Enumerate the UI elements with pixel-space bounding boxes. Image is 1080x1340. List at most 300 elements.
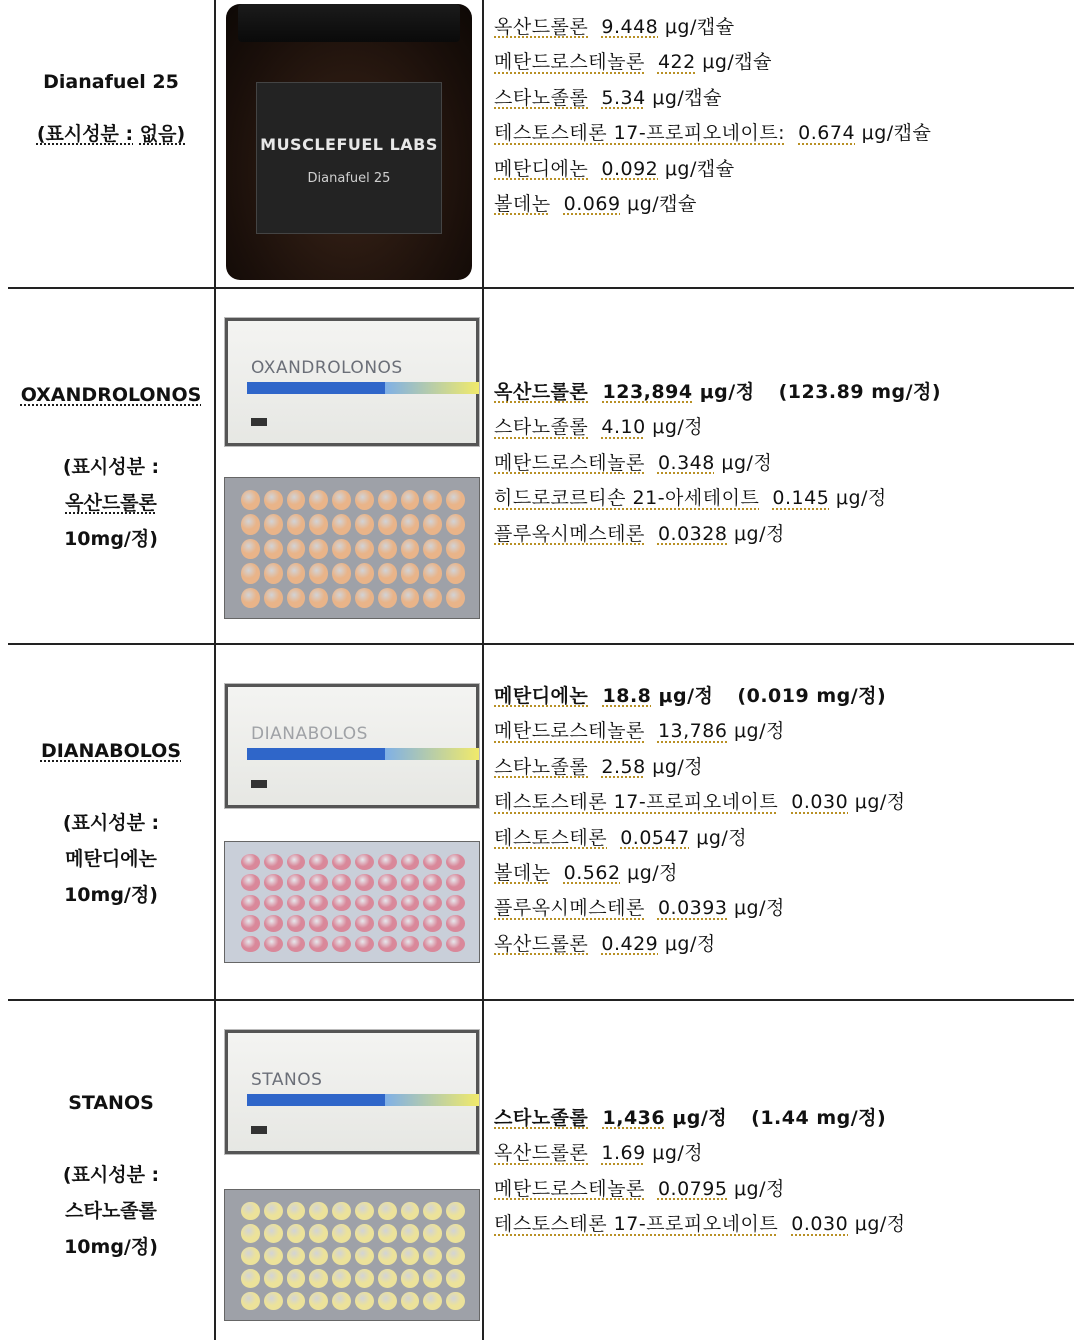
compound-name: 옥산드롤론 <box>494 1142 589 1165</box>
compound-name: 옥산드롤론 <box>494 16 589 38</box>
pill <box>423 563 442 583</box>
product-photo-blister <box>224 477 480 619</box>
pill <box>446 854 465 870</box>
label-dose: 10mg/정) <box>64 884 158 906</box>
compound-unit: μg/캡슐 <box>652 86 722 109</box>
pill <box>264 539 283 559</box>
product-photo-jar <box>226 4 472 280</box>
pill <box>241 1269 260 1287</box>
pill <box>446 915 465 931</box>
product-photo-blister <box>224 841 480 963</box>
pill <box>355 854 374 870</box>
compound-unit: μg/정 <box>672 1107 728 1129</box>
result-line <box>494 375 1074 410</box>
pill <box>264 563 283 583</box>
compound-value: 0.429 <box>601 932 659 955</box>
pill <box>423 854 442 870</box>
pill <box>309 1247 328 1265</box>
pill <box>332 1269 351 1287</box>
compound-unit: μg/정 <box>721 451 773 474</box>
product-name: OXANDROLONOS <box>20 384 202 406</box>
product-name: DIANABOLOS <box>40 740 182 762</box>
pill <box>378 1247 397 1265</box>
pill <box>287 490 306 510</box>
pill <box>241 915 260 931</box>
pill-grid <box>241 1202 465 1310</box>
box-stripe <box>247 748 389 760</box>
compound-unit: μg/캡슐 <box>861 122 932 145</box>
compound-unit: μg/정 <box>652 755 704 778</box>
compound-unit: μg/정 <box>733 720 785 743</box>
table-row <box>8 1001 1074 1340</box>
compound-unit: μg/정 <box>664 932 716 955</box>
box-product-name: OXANDROLONOS <box>251 358 403 378</box>
label-ingredient: 옥산드롤론 <box>65 492 157 514</box>
compound-value: 4.10 <box>601 416 646 439</box>
pill <box>378 514 397 534</box>
product-cell <box>8 0 216 287</box>
pill <box>378 936 397 952</box>
pill <box>423 1247 442 1265</box>
pill <box>264 1224 283 1242</box>
product-label <box>8 64 214 152</box>
pill <box>446 1224 465 1242</box>
pill <box>378 1224 397 1242</box>
pill <box>332 854 351 870</box>
pill <box>446 1247 465 1265</box>
compound-unit: μg/정 <box>854 1213 906 1236</box>
pill <box>378 895 397 911</box>
pill <box>309 895 328 911</box>
product-label <box>8 733 214 913</box>
box-stripe-gradient <box>385 1094 479 1106</box>
compound-name: 메탄디에논 <box>494 685 589 707</box>
compound-unit: μg/정 <box>733 1177 785 1200</box>
pill <box>332 514 351 534</box>
results-list <box>494 1101 1074 1243</box>
pill <box>241 874 260 890</box>
pill <box>423 936 442 952</box>
pill <box>287 1247 306 1265</box>
result-line <box>494 1101 1074 1136</box>
result-line <box>494 785 1074 820</box>
compound-value: 0.348 <box>657 451 715 474</box>
results-cell <box>484 0 1074 287</box>
pill <box>401 915 420 931</box>
product-name: Dianafuel 25 <box>43 71 179 93</box>
pill <box>309 1202 328 1220</box>
compound-name: 테스토스테론 17-프로피오네이트: <box>494 122 786 145</box>
results-list <box>494 375 1074 552</box>
pill <box>401 563 420 583</box>
table-row <box>8 0 1074 289</box>
result-line <box>494 1136 1074 1171</box>
box-product-name: STANOS <box>251 1070 323 1090</box>
pill <box>332 563 351 583</box>
compound-value: 0.0393 <box>657 897 728 920</box>
compound-value: 0.092 <box>601 157 659 180</box>
pill <box>264 1292 283 1310</box>
pill <box>332 1247 351 1265</box>
photo-cell <box>216 289 484 643</box>
result-line <box>494 45 1074 80</box>
compound-unit: μg/정 <box>652 416 704 439</box>
pill <box>446 895 465 911</box>
product-cell <box>8 289 216 643</box>
pill <box>423 588 442 608</box>
pill <box>446 539 465 559</box>
pill <box>287 563 306 583</box>
pill <box>401 854 420 870</box>
pill <box>355 1269 374 1287</box>
product-photo-box <box>224 317 480 447</box>
compound-name: 플루옥시메스테론 <box>494 897 645 920</box>
pill <box>355 1202 374 1220</box>
compound-name: 테스토스테론 <box>494 826 608 849</box>
pill <box>309 936 328 952</box>
compound-unit: μg/캡슐 <box>702 51 773 74</box>
pill <box>241 1292 260 1310</box>
label-prefix: (표시성분 : <box>62 812 160 834</box>
pill-grid <box>241 490 465 608</box>
label-dose: 10mg/정) <box>64 528 158 550</box>
result-line <box>494 10 1074 45</box>
box-stripe <box>247 1094 389 1106</box>
result-line <box>494 891 1074 926</box>
product-label <box>8 377 214 557</box>
compound-value: 0.145 <box>772 487 830 510</box>
pill <box>332 1292 351 1310</box>
compound-name: 옥산드롤론 <box>494 381 589 403</box>
results-cell <box>484 289 1074 643</box>
product-name: STANOS <box>68 1092 154 1114</box>
jar-lid <box>238 4 460 42</box>
compound-name: 메탄디에논 <box>494 157 589 180</box>
compound-value: 123,894 <box>602 381 693 403</box>
compound-name: 메탄드로스테놀론 <box>494 1177 645 1200</box>
label-dose: 10mg/정) <box>64 1236 158 1258</box>
pill <box>241 588 260 608</box>
pill <box>332 588 351 608</box>
jar-product-name: Dianafuel 25 <box>307 171 391 186</box>
pill <box>264 490 283 510</box>
pill <box>378 1269 397 1287</box>
pill <box>401 1247 420 1265</box>
result-line <box>494 481 1074 516</box>
pill <box>355 874 374 890</box>
product-label <box>8 1085 214 1265</box>
pill <box>355 490 374 510</box>
result-line <box>494 1172 1074 1207</box>
pill <box>446 490 465 510</box>
table-row <box>8 289 1074 645</box>
compound-unit: μg/정 <box>627 862 679 885</box>
result-line <box>494 1207 1074 1242</box>
pill <box>423 915 442 931</box>
pill <box>378 854 397 870</box>
pill <box>264 895 283 911</box>
box-logo <box>251 1126 267 1134</box>
result-line <box>494 517 1074 552</box>
label-prefix: (표시성분 : <box>62 456 160 478</box>
pill <box>378 588 397 608</box>
pill <box>309 874 328 890</box>
pill <box>309 588 328 608</box>
compound-unit: μg/캡슐 <box>664 16 735 38</box>
compound-name: 스타노졸롤 <box>494 1107 589 1129</box>
photo-cell <box>216 1001 484 1340</box>
pill <box>355 1247 374 1265</box>
compound-value: 0.0328 <box>657 522 728 545</box>
compound-name: 옥산드롤론 <box>494 932 589 955</box>
result-line <box>494 821 1074 856</box>
pill <box>309 563 328 583</box>
result-line <box>494 187 1074 222</box>
label-prefix: (표시성분 : <box>36 123 134 145</box>
result-line <box>494 750 1074 785</box>
compound-unit: μg/정 <box>733 522 785 545</box>
compound-unit: μg/정 <box>835 487 887 510</box>
results-cell <box>484 645 1074 999</box>
result-line <box>494 927 1074 962</box>
pill <box>446 514 465 534</box>
pill <box>309 539 328 559</box>
pill <box>309 915 328 931</box>
pill <box>378 1202 397 1220</box>
compound-name: 볼데논 <box>494 862 551 885</box>
pill <box>355 1292 374 1310</box>
pill <box>423 539 442 559</box>
pill <box>401 1269 420 1287</box>
jar-brand: MUSCLEFUEL LABS <box>260 135 438 154</box>
compound-name: 메탄드로스테놀론 <box>494 51 645 74</box>
pill <box>241 490 260 510</box>
pill <box>332 490 351 510</box>
pill <box>401 514 420 534</box>
pill <box>355 1224 374 1242</box>
pill <box>446 936 465 952</box>
compound-extra: (123.89 mg/정) <box>778 381 942 403</box>
compound-name: 메탄드로스테놀론 <box>494 720 645 743</box>
product-cell <box>8 645 216 999</box>
pill <box>401 588 420 608</box>
pill <box>378 490 397 510</box>
product-photo-box <box>224 683 480 809</box>
pill <box>287 874 306 890</box>
jar-label <box>256 82 442 234</box>
product-photo-blister <box>224 1189 480 1321</box>
compound-value: 0.069 <box>563 193 621 216</box>
pill <box>264 514 283 534</box>
result-line <box>494 446 1074 481</box>
pill <box>241 1247 260 1265</box>
pill <box>309 854 328 870</box>
pill <box>309 1269 328 1287</box>
result-line <box>494 856 1074 891</box>
pill <box>401 490 420 510</box>
pill <box>264 1202 283 1220</box>
pill <box>241 936 260 952</box>
compound-value: 0.562 <box>563 862 621 885</box>
pill <box>287 1224 306 1242</box>
box-stripe-gradient <box>385 748 479 760</box>
compound-value: 5.34 <box>601 86 646 109</box>
box-product-name: DIANABOLOS <box>251 724 368 744</box>
compound-value: 0.0547 <box>620 826 690 849</box>
compound-name: 테스토스테론 17-프로피오네이트 <box>494 791 779 814</box>
pill <box>401 539 420 559</box>
compound-value: 0.030 <box>791 1213 849 1236</box>
compound-value: 13,786 <box>657 720 728 743</box>
pill <box>355 514 374 534</box>
pill <box>423 895 442 911</box>
pill <box>241 1224 260 1242</box>
label-ingredient: 스타노졸롤 <box>65 1200 157 1222</box>
compound-name: 스타노졸롤 <box>494 416 589 439</box>
pill <box>446 1202 465 1220</box>
pill <box>264 1247 283 1265</box>
compound-unit: μg/정 <box>658 685 714 707</box>
results-list <box>494 679 1074 962</box>
compound-extra: (1.44 mg/정) <box>751 1107 887 1129</box>
table-row <box>8 645 1074 1001</box>
pill <box>423 490 442 510</box>
box-logo <box>251 780 267 788</box>
pill <box>309 1224 328 1242</box>
compound-name: 히드로코르티손 21-아세테이트 <box>494 487 760 510</box>
pill <box>378 539 397 559</box>
pill <box>332 1202 351 1220</box>
result-line <box>494 714 1074 749</box>
photo-cell <box>216 0 484 287</box>
label-ingredient: 메탄디에논 <box>65 848 157 870</box>
product-photo-box <box>224 1029 480 1155</box>
pill <box>332 915 351 931</box>
result-line <box>494 679 1074 714</box>
pill <box>401 1202 420 1220</box>
result-line <box>494 116 1074 151</box>
compound-name: 플루옥시메스테론 <box>494 522 645 545</box>
compound-extra: (0.019 mg/정) <box>737 685 887 707</box>
pill <box>332 936 351 952</box>
pill <box>401 895 420 911</box>
result-line <box>494 410 1074 445</box>
pill <box>287 915 306 931</box>
pill <box>309 1292 328 1310</box>
pill <box>355 936 374 952</box>
pill <box>332 1224 351 1242</box>
pill <box>423 1202 442 1220</box>
pill <box>355 563 374 583</box>
pill <box>446 588 465 608</box>
compound-value: 1.69 <box>601 1142 646 1165</box>
pill <box>264 1269 283 1287</box>
pill <box>264 874 283 890</box>
pill <box>309 490 328 510</box>
pill <box>241 854 260 870</box>
pill <box>355 915 374 931</box>
pill <box>378 915 397 931</box>
compound-name: 스타노졸롤 <box>494 755 589 778</box>
pill <box>446 874 465 890</box>
compound-name: 볼데논 <box>494 193 551 216</box>
pill <box>264 588 283 608</box>
compound-unit: μg/정 <box>699 381 755 403</box>
pill <box>309 514 328 534</box>
pill <box>446 1269 465 1287</box>
pill-grid <box>241 854 465 952</box>
pill <box>423 874 442 890</box>
results-list <box>494 10 1074 222</box>
pill <box>287 514 306 534</box>
pill <box>401 1224 420 1242</box>
label-ingredient: 없음) <box>139 123 186 145</box>
pill <box>401 1292 420 1310</box>
compound-unit: μg/정 <box>652 1142 704 1165</box>
result-line <box>494 152 1074 187</box>
box-stripe-gradient <box>385 382 479 394</box>
compound-name: 테스토스테론 17-프로피오네이트 <box>494 1213 779 1236</box>
pill <box>241 563 260 583</box>
photo-cell <box>216 645 484 999</box>
pill <box>423 1224 442 1242</box>
product-cell <box>8 1001 216 1340</box>
pill <box>401 936 420 952</box>
pill <box>355 895 374 911</box>
pill <box>401 874 420 890</box>
pill <box>264 854 283 870</box>
compound-value: 0.0795 <box>657 1177 728 1200</box>
pill <box>332 539 351 559</box>
compound-value: 18.8 <box>602 685 652 707</box>
pill <box>446 1292 465 1310</box>
pill <box>355 588 374 608</box>
compound-value: 1,436 <box>602 1107 666 1129</box>
label-prefix: (표시성분 : <box>62 1164 160 1186</box>
pill <box>287 1202 306 1220</box>
pill <box>287 1292 306 1310</box>
pill <box>287 854 306 870</box>
pill <box>378 1292 397 1310</box>
compound-value: 9.448 <box>601 16 659 38</box>
pill <box>287 936 306 952</box>
box-logo <box>251 418 267 426</box>
compound-unit: μg/정 <box>733 897 785 920</box>
box-stripe <box>247 382 389 394</box>
compound-value: 0.674 <box>798 122 856 145</box>
pill <box>287 539 306 559</box>
pill <box>423 1269 442 1287</box>
pill <box>287 1269 306 1287</box>
compound-value: 422 <box>657 51 696 74</box>
pill <box>264 936 283 952</box>
pill <box>423 1292 442 1310</box>
pill <box>287 895 306 911</box>
pill <box>264 915 283 931</box>
compound-unit: μg/정 <box>854 791 906 814</box>
compound-unit: μg/캡슐 <box>627 193 697 216</box>
pill <box>241 539 260 559</box>
compound-unit: μg/캡슐 <box>664 157 735 180</box>
pill <box>287 588 306 608</box>
pill <box>378 563 397 583</box>
result-line <box>494 81 1074 116</box>
compound-value: 0.030 <box>791 791 849 814</box>
pill <box>378 874 397 890</box>
compound-unit: μg/정 <box>696 826 748 849</box>
pill <box>355 539 374 559</box>
compound-name: 스타노졸롤 <box>494 86 589 109</box>
